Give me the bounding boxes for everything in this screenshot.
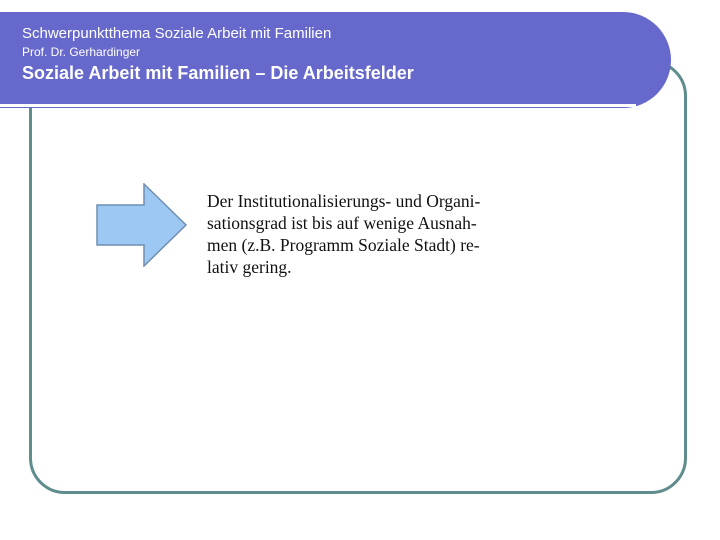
body-text-line: Der Institutionalisierungs- und Organi- [207, 191, 481, 211]
body-text-line: sationsgrad ist bis auf wenige Ausnah- [207, 213, 477, 233]
slide-title: Soziale Arbeit mit Familien – Die Arbeitsfelder [22, 63, 414, 83]
header-divider [0, 104, 636, 107]
body-text-line: lativ gering. [207, 257, 292, 277]
right-arrow-icon [96, 183, 188, 267]
body-text [207, 190, 517, 278]
author-name: Prof. Dr. Gerhardinger [22, 45, 141, 59]
body-text-line: men (z.B. Programm Soziale Stadt) re- [207, 235, 480, 255]
arrow-shape [97, 184, 186, 266]
course-title: Schwerpunktthema Soziale Arbeit mit Familien [22, 25, 332, 42]
